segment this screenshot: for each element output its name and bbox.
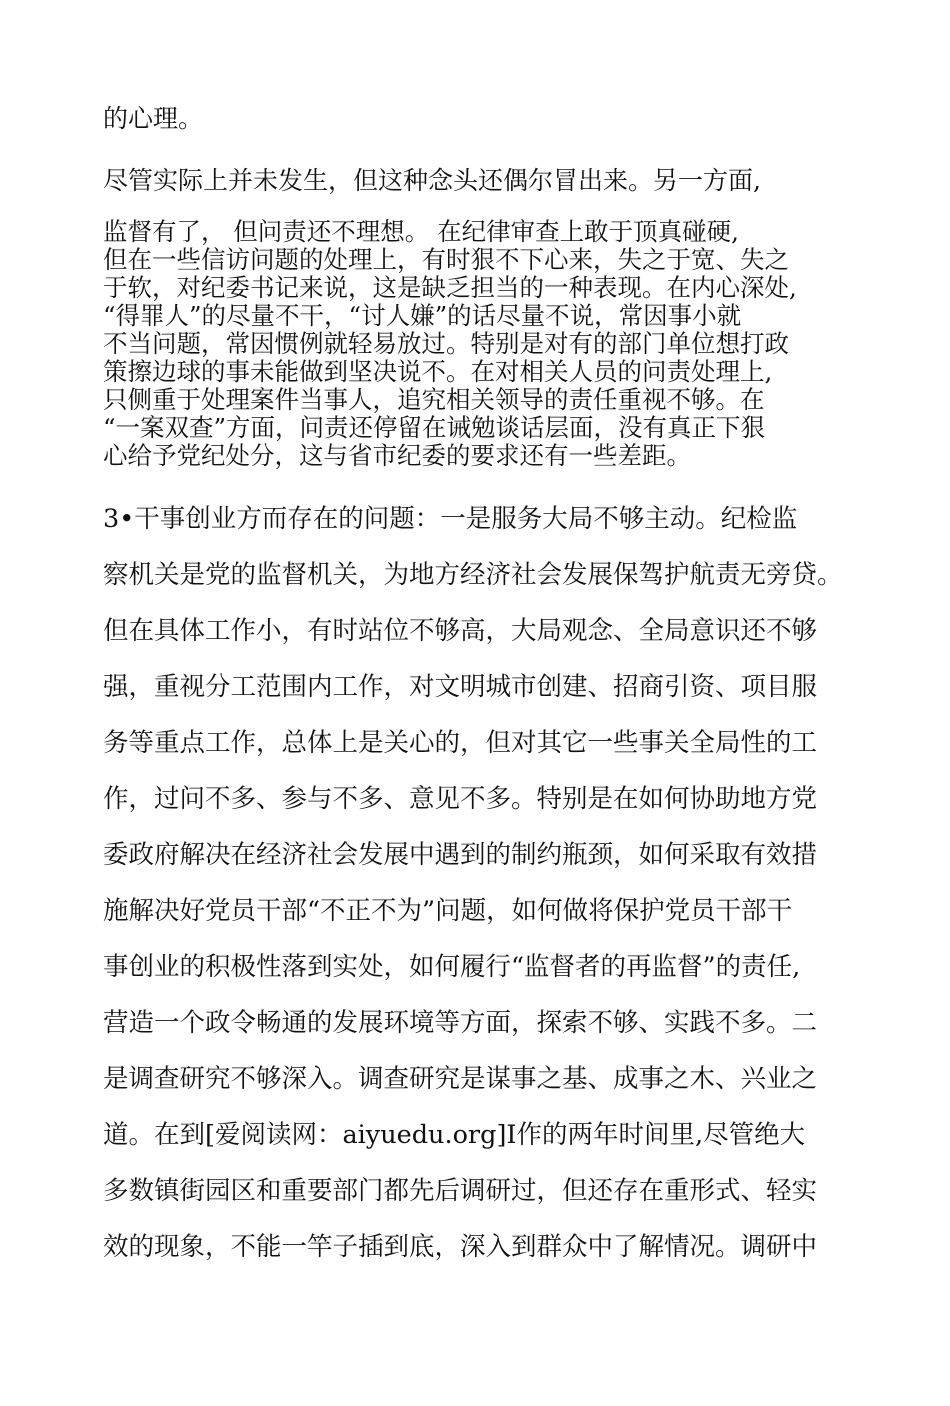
text-line: 的心理。	[103, 104, 204, 133]
text-line: 监督有了， 但问责还不理想。 在纪律审查上敢于顶真碰硬,	[103, 217, 739, 246]
text-line: 事创业的积极性落到实处，如何履行“监督者的再监督”的责任,	[103, 952, 801, 982]
text-line: 察机关是党的监督机关，为地方经济社会发展保驾护航责无旁贷。	[103, 560, 843, 590]
text-line: 是调查研究不够深入。调查研究是谋事之基、成事之木、兴业之	[103, 1064, 818, 1094]
text-line: 委政府解决在经济社会发展中遇到的制约瓶颈，如何采取有效措	[103, 840, 818, 870]
text-line: 道。在到[爱阅读网：aiyuedu.org]I作的两年时间里,尽管绝大	[103, 1120, 806, 1150]
text-line: 策擦边球的事未能做到坚决说不。在对相关人员的问责处理上,	[103, 357, 773, 386]
text-line: 于软，对纪委书记来说，这是缺乏担当的一种表现。在内心深处,	[103, 273, 797, 302]
text-line: 营造一个政令畅通的发展环境等方面，探索不够、实践不多。二	[103, 1008, 818, 1038]
text-line: 多数镇街园区和重要部门都先后调研过，但还存在重形式、轻实	[103, 1176, 818, 1206]
text-line: “得罪人”的尽量不干，“讨人嫌”的话尽量不说，常因事小就	[103, 301, 742, 330]
text-line: 但在一些信访问题的处理上，有时狠不下心来，失之于宽、失之	[103, 245, 789, 274]
text-line: 作，过问不多、参与不多、意见不多。特别是在如何协助地方党	[103, 784, 818, 814]
text-line: 务等重点工作，总体上是关心的，但对其它一些事关全局性的工	[103, 728, 818, 758]
text-line: 心给予党纪处分，这与省市纪委的要求还有一些差距。	[103, 441, 691, 470]
text-line: 只侧重于处理案件当事人，追究相关领导的责任重视不够。在	[103, 385, 765, 414]
text-line: 强，重视分工范围内工作，对文明城市创建、招商引资、项目服	[103, 672, 818, 702]
text-line: 施解决好党员干部“不正不为”问题，如何做将保护党员干部干	[103, 896, 793, 926]
text-line: 不当问题，常因惯例就轻易放过。特别是对有的部门单位想打政	[103, 329, 789, 358]
text-line: “一案双查”方面，问责还停留在诫勉谈话层面，没有真正下狠	[103, 413, 766, 442]
text-line: 尽管实际上并未发生，但这种念头还偶尔冒出来。另一方面,	[103, 166, 761, 195]
text-line: 效的现象，不能一竿子插到底，深入到群众中了解情况。调研中	[103, 1232, 818, 1262]
text-line: 3•干事创业方而存在的问题：一是服务大局不够主动。纪检监	[103, 504, 798, 534]
text-line: 但在具体工作小，有时站位不够高，大局观念、全局意识还不够	[103, 616, 818, 646]
